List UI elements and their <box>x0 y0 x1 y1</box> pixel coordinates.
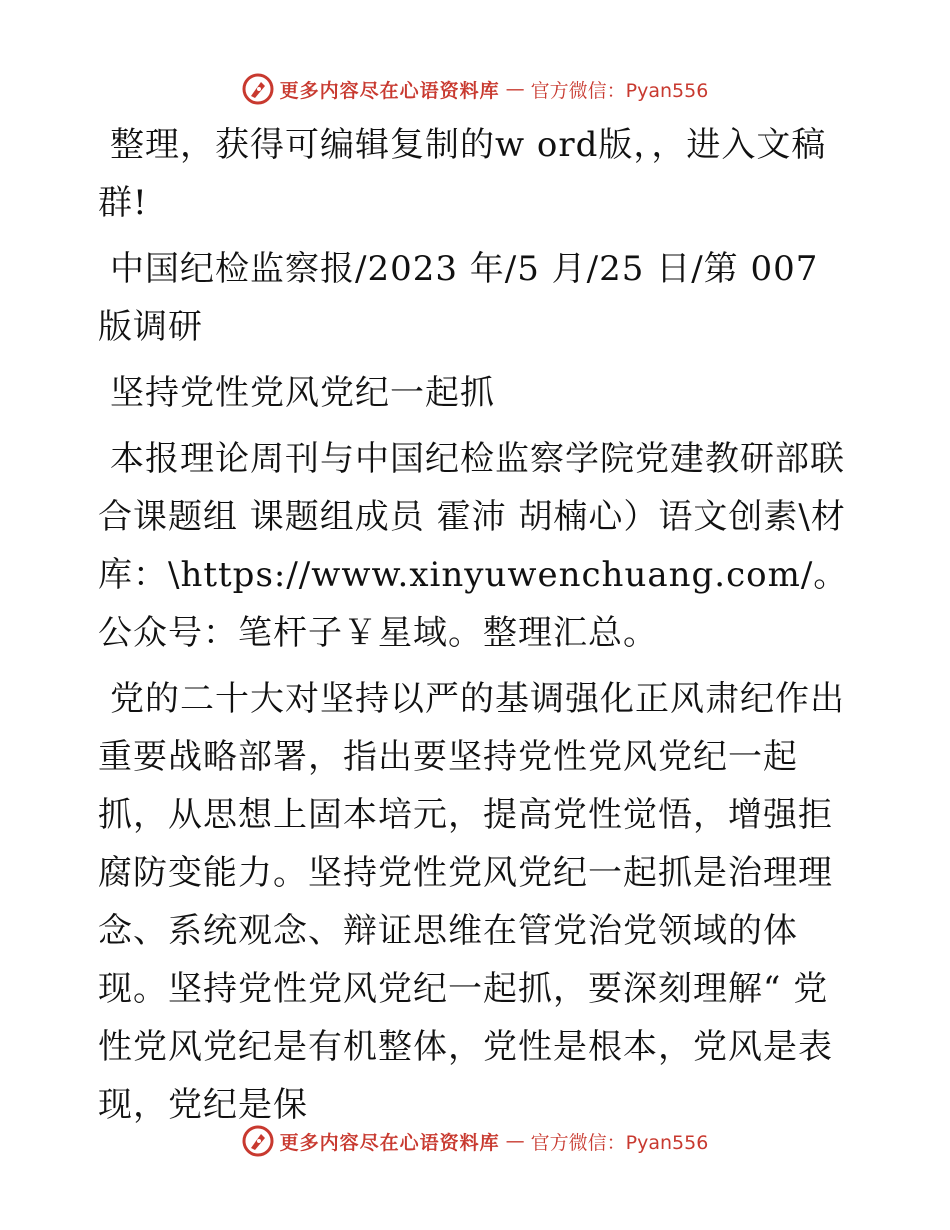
paragraph-body: 党的二十大对坚持以严的基调强化正风肃纪作出重要战略部署，指出要坚持党性党风党纪一起抓，从思想上固本培元，提高党性觉悟，增强拒腐防变能力。坚持党性党风党纪一起抓是治理理念、系统观念、辩证思维在管党治党领域的体现。坚持党性党风党纪一起抓，要深刻理解“ 党性党风党纪是有机整体，党性是根本，党风是表现，党纪是保 <box>98 679 845 1125</box>
watermark-contact: 官方微信：Pyan556 <box>530 1131 709 1154</box>
watermark-contact: 官方微信：Pyan556 <box>530 79 709 102</box>
pen-nib-logo-icon <box>242 1125 274 1157</box>
footer-watermark <box>0 1124 950 1158</box>
article-title: 坚持党性党风党纪一起抓 <box>110 373 495 413</box>
watermark-separator: — <box>505 78 525 100</box>
paragraph-intro: 整理，获得可编辑复制的w ord版，，进入文稿群! <box>98 125 827 223</box>
paragraph-byline: 本报理论周刊与中国纪检监察学院党建教研部联合课题组 课题组成员 霍沛 胡楠心）语文创素\材库：\https://www.xinyuwenchuang.com/。公众号：笔杆子￥星域。整理汇总。 <box>98 439 849 653</box>
paragraph-source: 中国纪检监察报/2023 年/5 月/25 日/第 007 版调研 <box>98 249 819 347</box>
watermark-brand: 更多内容尽在心语资料库 <box>279 1131 500 1154</box>
watermark-separator: — <box>505 1130 525 1152</box>
pen-nib-logo-icon <box>242 73 274 105</box>
watermark-brand: 更多内容尽在心语资料库 <box>279 79 500 102</box>
header-watermark <box>0 72 950 106</box>
document-body <box>98 116 858 1142</box>
